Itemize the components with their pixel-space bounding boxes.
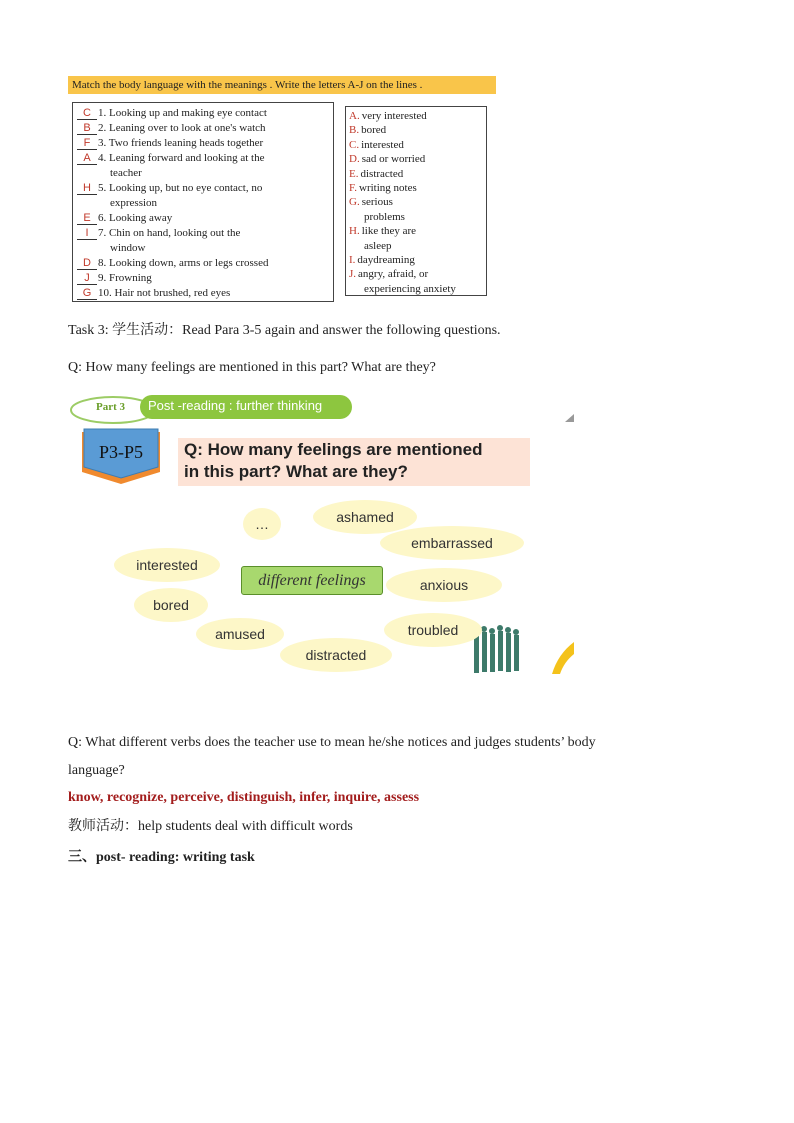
meaning-item: asleep (364, 239, 392, 252)
answer-blank[interactable]: G (77, 287, 97, 300)
question-verbs-line1: Q: What different verbs does the teacher use to mean he/she notices and judges students’ body (68, 735, 596, 750)
answer-blank[interactable]: E (77, 212, 97, 225)
body-language-item: 6. Looking away (98, 212, 173, 224)
task3-text: Task 3: 学生活动：Read Para 3-5 again and answer the following questions. (68, 323, 501, 338)
meaning-item (349, 181, 417, 195)
feeling-cloud: distracted (280, 638, 392, 672)
meaning-letter: J. (349, 268, 357, 281)
pencil-icon (565, 414, 574, 422)
slide-image (68, 392, 574, 682)
body-language-item: expression (110, 197, 158, 209)
meaning-letter: B. (349, 124, 360, 137)
body-language-item: 1. Looking up and making eye contact (98, 107, 267, 119)
meaning-item (349, 195, 393, 209)
meaning-text: bored (361, 124, 387, 137)
meaning-letter: C. (349, 138, 360, 151)
teacher-activity: 教师活动：help students deal with difficult words (68, 819, 353, 834)
answer-blank[interactable]: A (77, 152, 97, 165)
meaning-letter: I. (349, 254, 356, 266)
body-language-list (72, 102, 334, 302)
section-heading: 三、post- reading: writing task (68, 850, 255, 865)
feeling-cloud: … (243, 508, 281, 540)
body-language-item: 8. Looking down, arms or legs crossed (98, 257, 269, 269)
meaning-item (349, 109, 427, 123)
meaning-letter: A. (349, 110, 360, 122)
body-language-item: 9. Frowning (98, 272, 152, 284)
meaning-letter: G. (349, 196, 360, 209)
meaning-item (349, 167, 403, 181)
instruction-bar: Match the body language with the meanings . Write the letters A-J on the lines . (68, 76, 496, 94)
meaning-text: sad or worried (361, 153, 426, 166)
slide-question-line2: in this part? What are they? (184, 462, 408, 481)
meaning-text: angry, afraid, or (358, 268, 429, 281)
answer-blank[interactable]: F (77, 137, 97, 150)
answer-blank[interactable]: B (77, 122, 97, 135)
answer-blank[interactable]: J (77, 272, 97, 285)
body-language-item: window (110, 242, 146, 254)
feeling-cloud: interested (114, 548, 220, 582)
question-feelings: Q: How many feelings are mentioned in this part? What are they? (68, 360, 436, 375)
body-language-item: 3. Two friends leaning heads together (98, 137, 264, 149)
meaning-item: experiencing anxiety (364, 282, 456, 295)
meaning-text: writing notes (359, 182, 417, 194)
decorative-swoosh (552, 642, 574, 674)
meaning-item (349, 224, 416, 238)
answer-blank[interactable]: H (77, 182, 97, 195)
body-language-item: teacher (110, 167, 142, 179)
meaning-text: like they are (361, 225, 417, 238)
body-language-item: 2. Leaning over to look at one's watch (98, 122, 266, 134)
feeling-cloud: ashamed (313, 500, 417, 534)
meaning-item: problems (364, 210, 405, 223)
answer-blank[interactable]: D (77, 257, 97, 270)
feeling-cloud: bored (134, 588, 208, 622)
section-title: Post -reading : further thinking (148, 398, 323, 413)
meaning-item (349, 253, 415, 267)
part-label: Part 3 (96, 401, 126, 413)
body-language-item: 10. Hair not brushed, red eyes (98, 287, 231, 299)
meaning-text: distracted (360, 167, 404, 180)
meaning-item (349, 152, 425, 166)
meaning-letter: D. (349, 153, 360, 166)
question-verbs (68, 733, 725, 781)
body-language-item: 5. Looking up, but no eye contact, no (98, 182, 263, 194)
meaning-item (349, 123, 386, 137)
answer-blank[interactable]: C (77, 107, 97, 120)
meaning-letter: E. (349, 167, 359, 180)
feeling-cloud: troubled (384, 613, 482, 647)
meaning-item (349, 138, 404, 152)
slide-question-line1: Q: How many feelings are mentioned (184, 440, 483, 459)
question-verbs-line2: language? (68, 763, 125, 778)
meaning-text: very interested (361, 110, 427, 122)
feeling-cloud: amused (196, 618, 284, 650)
slide-question (184, 439, 483, 483)
meaning-text: interested (361, 138, 404, 151)
meaning-text: serious (361, 196, 393, 209)
para-label: P3-P5 (98, 442, 143, 462)
center-label: different feelings (241, 566, 383, 595)
verbs-answer: know, recognize, perceive, distinguish, infer, inquire, assess (68, 790, 420, 805)
meaning-text: daydreaming (357, 254, 415, 266)
meaning-letter: F. (349, 182, 357, 194)
feeling-cloud: anxious (386, 568, 502, 602)
body-language-item: 7. Chin on hand, looking out the (98, 227, 241, 239)
meaning-letter: H. (349, 225, 360, 238)
meaning-item (349, 267, 428, 281)
meanings-list (345, 106, 487, 296)
answer-blank[interactable]: I (77, 227, 97, 240)
feeling-cloud: embarrassed (380, 526, 524, 560)
body-language-item: 4. Leaning forward and looking at the (98, 152, 265, 164)
